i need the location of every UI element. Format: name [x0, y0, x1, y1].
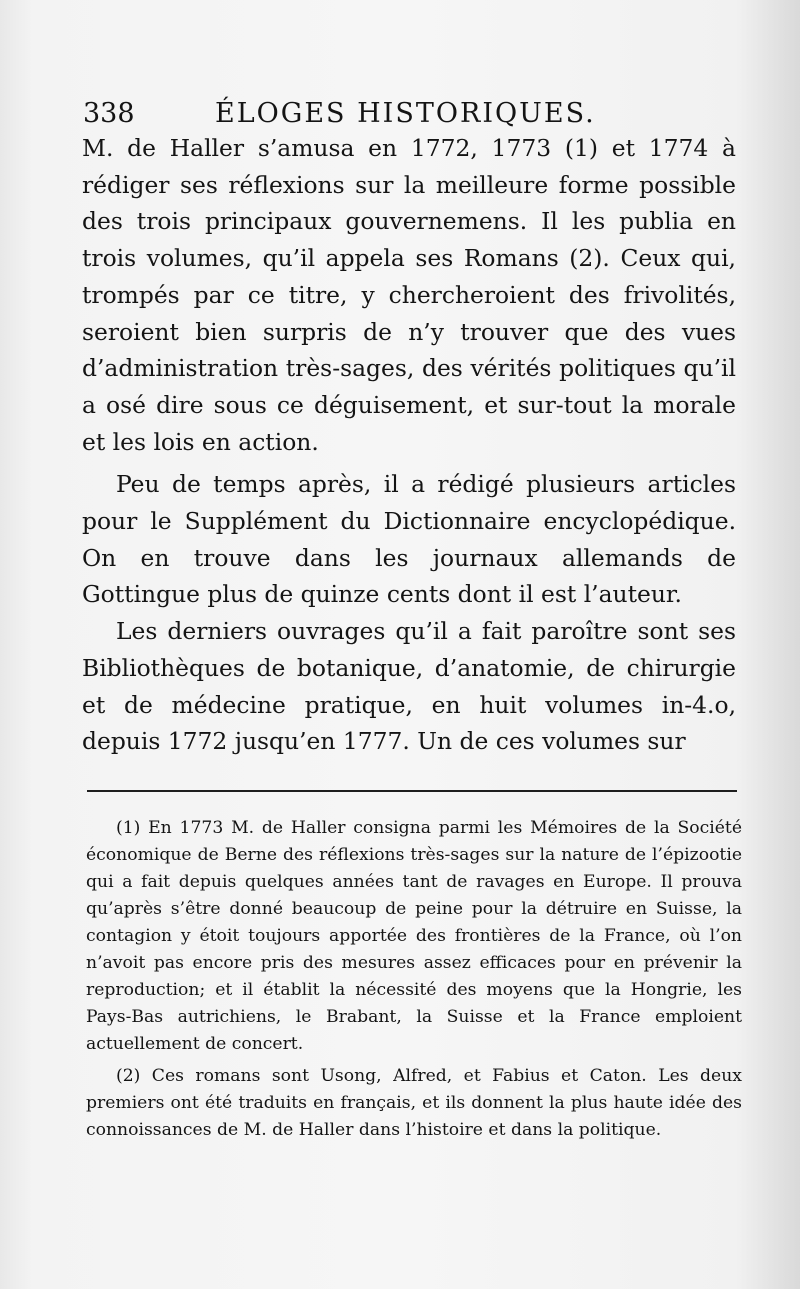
running-title: ÉLOGES HISTORIQUES. — [215, 98, 596, 129]
body-paragraph: Peu de temps après, il a rédigé plusieurs articles pour le Supplément du Dictionnaire encyclopédique. On en trouve dans les journaux allemands de Gottingue plus de quinze cents dont il est l’auteur. — [82, 470, 736, 609]
footnote: (1) En 1773 M. de Haller consigna parmi les Mémoires de la Société économique de Berne des réflexions très-sages sur la nature de l’épizootie qui a fait depuis quelques années tant de ravages en Europe. Il prouva qu’après s’être donné beaucoup de peine pour la détruire en Suisse, la contagion y étoit toujours apportée des frontières de la France, où l’on n’avoit pas encore pris des mesures assez efficaces pour en prévenir la reproduction; et il établit la nécessité des moyens que la Hongrie, les Pays-Bas autrichiens, le Brabant, la Suisse et la France emploient actuellement de concert. — [86, 818, 742, 1054]
page-number: 338 — [83, 98, 135, 129]
footnote-divider — [87, 790, 737, 792]
footnotes — [86, 815, 742, 1144]
page-header — [83, 96, 603, 132]
body-paragraph: M. de Haller s’amusa en 1772, 1773 (1) et 1774 à rédiger ses réflexions sur la meilleure forme possible des trois principaux gouvernemens. Il les publia en trois volumes, qu’il appela ses Romans (2). Ceux qui, trompés par ce titre, y chercheroient des frivolités, seroient bien surpris de n’y trouver que des vues d’administration très-sages, des vérités politiques qu’il a osé dire sous ce déguisement, et sur-tout la morale et les lois en action. — [82, 134, 736, 456]
main-text — [82, 130, 736, 760]
body-paragraph: Les derniers ouvrages qu’il a fait paroître sont ses Bibliothèques de botanique, d’anatomie, de chirurgie et de médecine pratique, en huit volumes in-4.o, depuis 1772 jusqu’en 1777. Un de ces volumes sur — [82, 617, 736, 756]
footnote: (2) Ces romans sont Usong, Alfred, et Fabius et Caton. Les deux premiers ont été traduits en français, et ils donnent la plus haute idée des connoissances de M. de Haller dans l’histoire et dans la politique. — [86, 1066, 742, 1140]
